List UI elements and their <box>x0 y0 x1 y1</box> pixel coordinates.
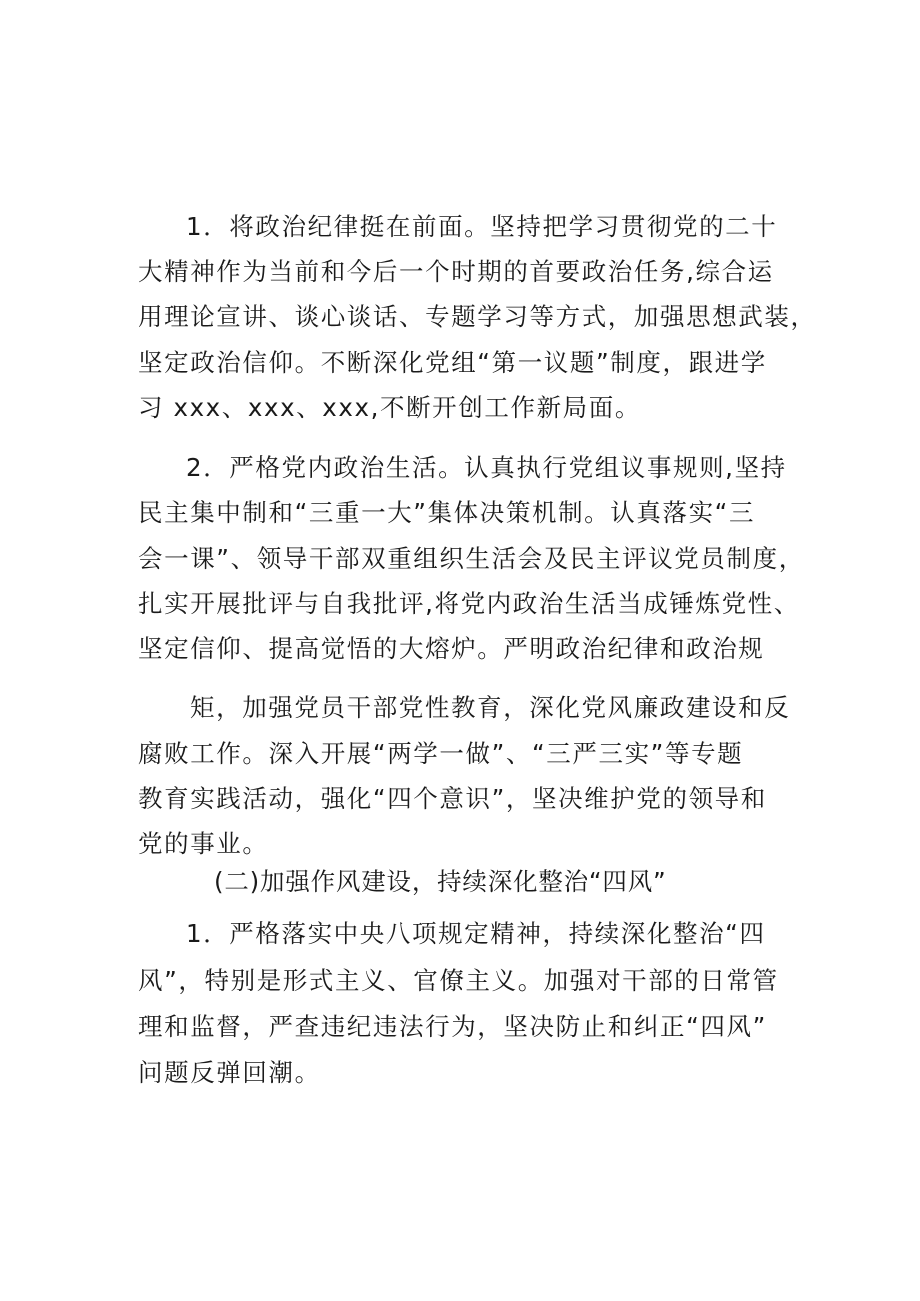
paragraph-4-line-2: 风”，特别是形式主义、官僚主义。加强对干部的日常管 <box>138 966 779 995</box>
paragraph-3-line-1: 矩，加强党员干部党性教育，深化党风廉政建设和反 <box>190 693 791 722</box>
paragraph-3-line-3: 教育实践活动，强化“四个意识”，坚决维护党的领导和 <box>138 784 767 813</box>
paragraph-1-line-5: 习 xxx、xxx、xxx,不断开创工作新局面。 <box>138 393 641 422</box>
paragraph-3-line-4: 党的事业。 <box>138 829 269 858</box>
section-heading: (二)加强作风建设，持续深化整治“四风” <box>214 867 667 896</box>
paragraph-1-line-3: 用理论宣讲、谈心谈话、专题学习等方式，加强思想武装， <box>138 302 817 331</box>
paragraph-2-line-4: 扎实开展批评与自我批评,将党内政治生活当成锤炼党性、 <box>138 589 800 618</box>
paragraph-4-line-1: 1．严格落实中央八项规定精神，持续深化整治“四 <box>186 919 766 948</box>
paragraph-3-line-2: 腐败工作。深入开展“两学一做”、“三严三实”等专题 <box>138 739 744 768</box>
paragraph-2-line-3: 会一课”、领导干部双重组织生活会及民主评议党员制度， <box>138 544 805 573</box>
paragraph-2-line-5: 坚定信仰、提高觉悟的大熔炉。严明政治纪律和政治规 <box>138 634 765 663</box>
paragraph-2-line-1: 2．严格党内政治生活。认真执行党组议事规则,坚持 <box>186 453 787 482</box>
paragraph-1-line-2: 大精神作为当前和今后一个时期的首要政治任务,综合运 <box>138 257 774 286</box>
paragraph-1-line-4: 坚定政治信仰。不断深化党组“第一议题”制度，跟进学 <box>138 348 767 377</box>
paragraph-4-line-4: 问题反弹回潮。 <box>138 1058 321 1087</box>
paragraph-4-line-3: 理和监督，严查违纪违法行为，坚决防止和纠正“四风” <box>138 1012 767 1041</box>
paragraph-2-line-2: 民主集中制和“三重一大”集体决策机制。认真落实“三 <box>138 498 756 527</box>
paragraph-1-line-1: 1．将政治纪律挺在前面。坚持把学习贯彻党的二十 <box>186 212 778 241</box>
